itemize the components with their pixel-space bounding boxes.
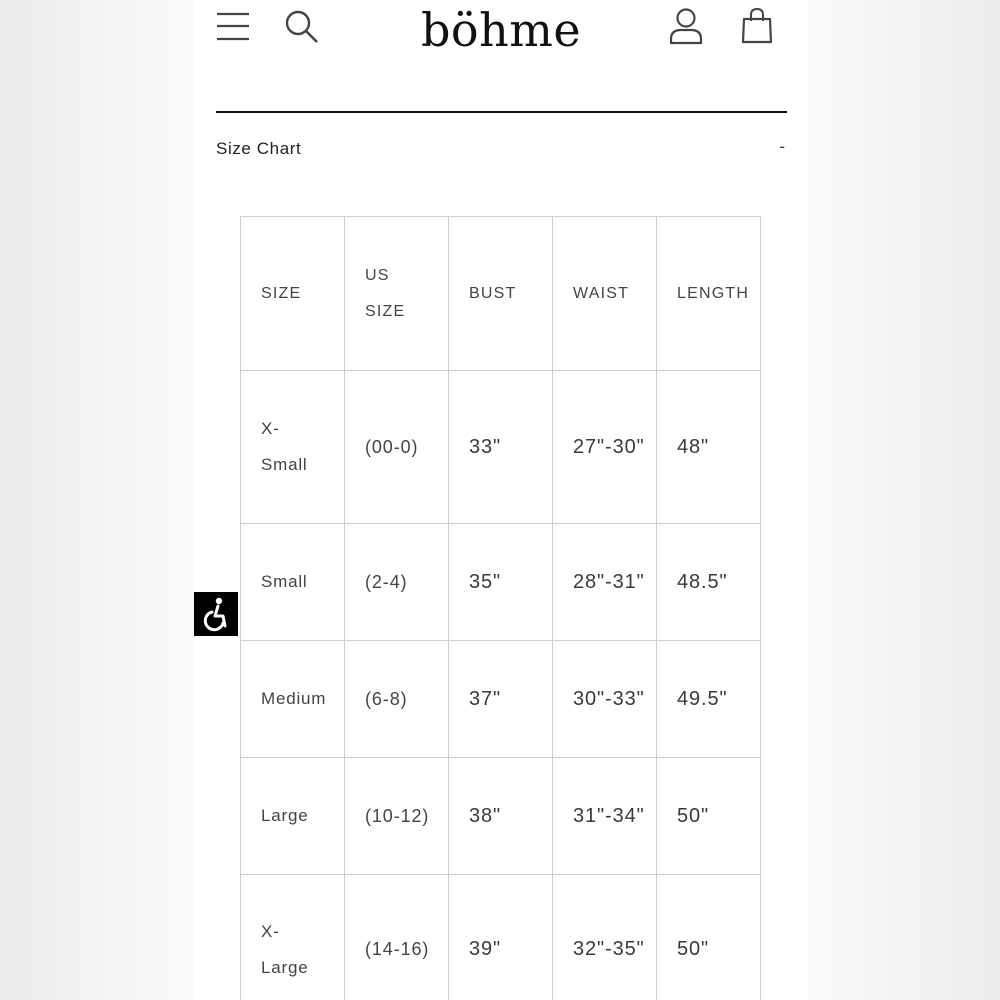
- wheelchair-icon: [194, 592, 238, 636]
- account-button[interactable]: [667, 6, 705, 48]
- column-header-size: SIZE: [241, 217, 345, 371]
- table-row: [241, 875, 761, 1000]
- waist-cell: 28"-31": [553, 524, 657, 641]
- size-cell: X- Large: [241, 875, 345, 1000]
- table-row: [241, 524, 761, 641]
- waist-cell: 31"-34": [553, 758, 657, 875]
- menu-button[interactable]: [215, 8, 253, 46]
- collapse-toggle[interactable]: -: [779, 137, 785, 156]
- length-cell: 48.5": [657, 524, 761, 641]
- table-row: [241, 758, 761, 875]
- size-cell: Small: [241, 524, 345, 641]
- size-chart-table: [240, 216, 761, 1000]
- cart-button[interactable]: [738, 6, 776, 48]
- background-left: [0, 0, 195, 1000]
- search-icon: [283, 6, 323, 46]
- column-header-bust: BUST: [449, 217, 553, 371]
- waist-cell: 30"-33": [553, 641, 657, 758]
- background-right: [808, 0, 1000, 1000]
- size-chart-accordion-header[interactable]: [216, 132, 787, 168]
- bust-cell: 37": [449, 641, 553, 758]
- accessibility-button[interactable]: [194, 592, 238, 636]
- us-size-cell: (14-16): [345, 875, 449, 1000]
- length-cell: 50": [657, 875, 761, 1000]
- bust-cell: 33": [449, 371, 553, 524]
- table-row: [241, 641, 761, 758]
- us-size-cell: (6-8): [345, 641, 449, 758]
- us-size-cell: (10-12): [345, 758, 449, 875]
- column-header-waist: WAIST: [553, 217, 657, 371]
- size-cell: X- Small: [241, 371, 345, 524]
- column-header-us-size: US SIZE: [345, 217, 449, 371]
- size-cell: Medium: [241, 641, 345, 758]
- menu-icon: [215, 8, 253, 46]
- shopping-bag-icon: [738, 6, 776, 48]
- table-header-row: [241, 217, 761, 371]
- divider: [216, 111, 787, 113]
- site-header: [195, 0, 808, 70]
- brand-logo[interactable]: böhme: [420, 3, 582, 57]
- bust-cell: 38": [449, 758, 553, 875]
- column-header-length: LENGTH: [657, 217, 761, 371]
- table-row: [241, 371, 761, 524]
- account-icon: [667, 6, 705, 48]
- size-cell: Large: [241, 758, 345, 875]
- length-cell: 48": [657, 371, 761, 524]
- waist-cell: 32"-35": [553, 875, 657, 1000]
- bust-cell: 39": [449, 875, 553, 1000]
- waist-cell: 27"-30": [553, 371, 657, 524]
- us-size-cell: (00-0): [345, 371, 449, 524]
- page: [195, 0, 808, 1000]
- length-cell: 49.5": [657, 641, 761, 758]
- size-chart-title: Size Chart: [216, 139, 302, 158]
- length-cell: 50": [657, 758, 761, 875]
- search-button[interactable]: [283, 6, 323, 46]
- bust-cell: 35": [449, 524, 553, 641]
- us-size-cell: (2-4): [345, 524, 449, 641]
